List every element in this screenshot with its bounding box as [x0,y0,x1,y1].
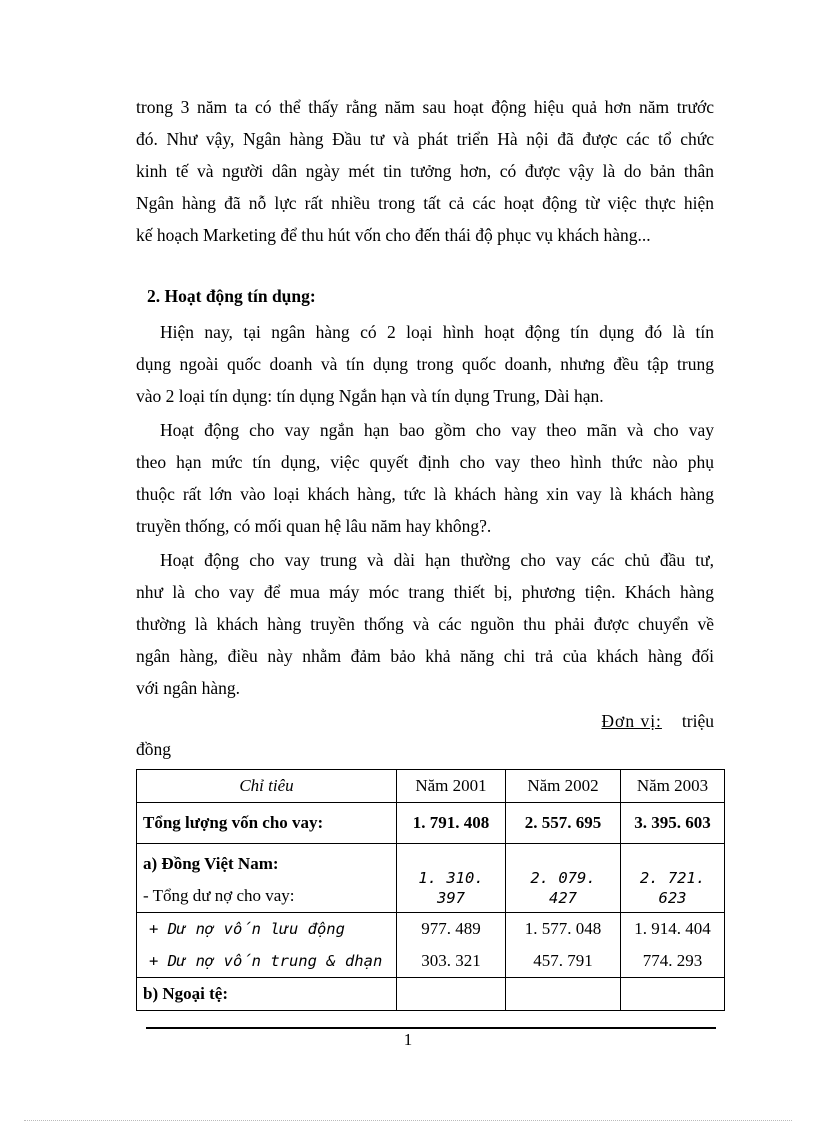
text-line: thường là khách hàng truyền thống và các nguồn thu phải được chuyển về [136,614,714,634]
header-year-2002: Năm 2002 [506,770,621,803]
working-2003: 1. 914. 404 [634,919,711,938]
total-2003: 3. 395. 603 [621,803,725,844]
text-line: ngân hàng, điều này nhằm đảm bảo khả năng chi trả của khách hàng đối [136,646,714,666]
unit-note [136,707,714,763]
vnd-label: a) Đồng Việt Nam: [143,854,279,873]
paragraph-intro [136,91,714,251]
total-2002: 2. 557. 695 [506,803,621,844]
vnd-2002: 2. 079. 427 [530,869,596,907]
total-label: Tổng lượng vốn cho vay: [137,803,397,844]
long-2002: 457. 791 [533,951,593,970]
paragraph-short-term [136,414,714,542]
working-2002: 1. 577. 048 [524,919,602,938]
table-row-total [137,803,725,844]
credit-table [136,769,725,1011]
total-2001: 1. 791. 408 [397,803,506,844]
text-line: thuộc rất lớn vào loại khách hàng, tức là khách hàng xin vay là khách hàng [136,484,714,504]
page-bottom-border [24,1120,792,1121]
vnd-2001: 1. 310. 397 [418,869,484,907]
detail-label-long: + Dư nợ vốn trung & dhạn [149,952,383,970]
section-heading: 2. Hoạt động tín dụng: [147,286,316,306]
long-2001: 303. 321 [421,951,481,970]
paragraph-long-term [136,544,714,704]
text-line: dụng ngoài quốc doanh và tín dụng trong quốc doanh, nhưng đều tập trung [136,354,714,374]
table-row-detail [137,913,725,978]
vnd-2003: 2. 721. 623 [639,869,706,907]
text-line: theo hạn mức tín dụng, việc quyết định cho vay theo hình thức nào phụ [136,452,714,472]
unit-value-wrap: đồng [136,739,171,759]
text-line: với ngân hàng. [136,678,241,698]
text-line: truyền thống, có mối quan hệ lâu năm hay không?. [136,516,492,536]
text-line: Ngân hàng đã nỗ lực rất nhiều trong tất cả các hoạt động từ việc thực hiện [136,193,714,213]
long-2003: 774. 293 [642,951,703,970]
table-row-foreign [137,978,725,1011]
header-indicator: Chỉ tiêu [137,770,397,803]
text-line: đó. Như vậy, Ngân hàng Đầu tư và phát triển Hà nội đã được các tổ chức [136,129,714,149]
header-year-2003: Năm 2003 [621,770,725,803]
text-line: như là cho vay để mua máy móc trang thiết bị, phương tiện. Khách hàng [136,582,714,602]
foreign-label: b) Ngoại tệ: [137,978,397,1011]
working-2001: 977. 489 [421,919,481,938]
text-line: trong 3 năm ta có thể thấy rằng năm sau hoạt động hiệu quả hơn năm trước [136,97,714,117]
page-number: 1 [403,1030,413,1049]
text-line: kế hoạch Marketing để thu hút vốn cho đến thái độ phục vụ khách hàng... [136,225,651,245]
unit-value: triệu [681,711,714,731]
text-line: Hiện nay, tại ngân hàng có 2 loại hình hoạt động tín dụng đó là tín [160,322,714,342]
text-line: vào 2 loại tín dụng: tín dụng Ngắn hạn và tín dụng Trung, Dài hạn. [136,386,604,406]
footer-rule [146,1027,716,1029]
vnd-sub-label: - Tổng dư nợ cho vay: [143,886,295,905]
text-line: Hoạt động cho vay trung và dài hạn thường cho vay các chủ đầu tư, [160,550,714,570]
unit-label: Đơn vị: [601,711,662,731]
table-row-vnd [137,844,725,913]
text-line: Hoạt động cho vay ngắn hạn bao gồm cho vay theo mãn và cho vay [160,420,714,440]
text-line: kinh tế và người dân ngày mét tin tưởng hơn, có được vậy là do bản thân [136,161,714,181]
paragraph-credit-types [136,316,714,412]
detail-label-working: + Dư nợ vốn lưu động [149,920,345,938]
header-year-2001: Năm 2001 [397,770,506,803]
table-header-row [137,770,725,803]
